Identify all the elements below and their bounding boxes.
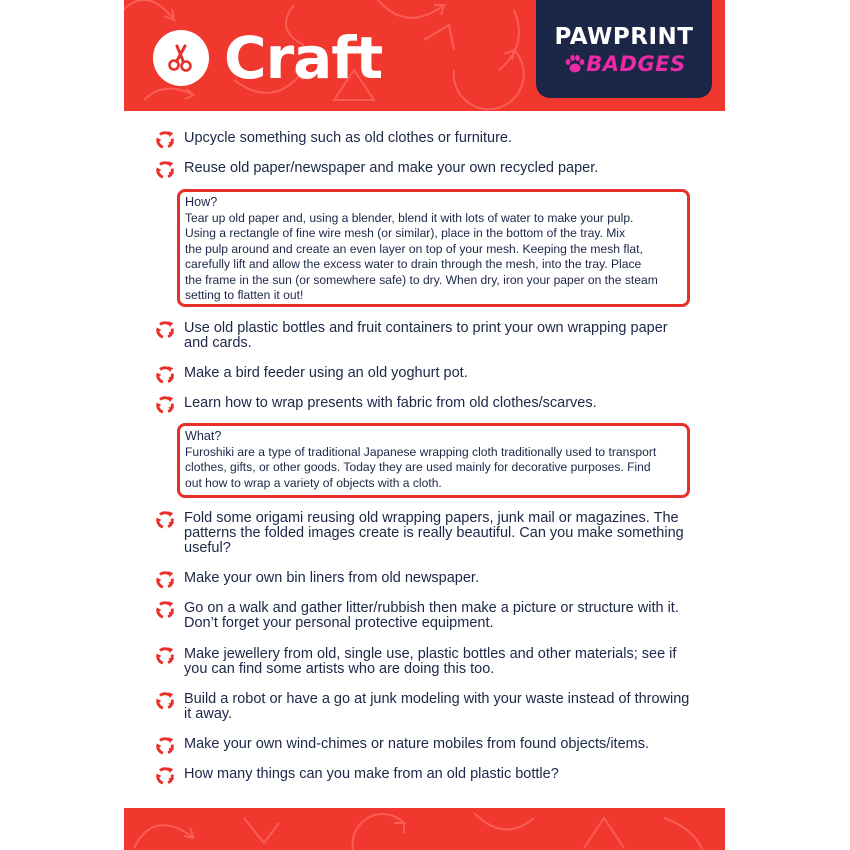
list-item — [154, 396, 694, 416]
recycle-icon — [154, 319, 176, 341]
box-line: the pulp around and create an even layer on top of your mesh. Keeping the mesh flat, — [185, 241, 643, 256]
recycle-icon — [154, 364, 176, 386]
recycle-pattern-icon — [124, 808, 725, 850]
list-item-text: Upcycle something such as old clothes or furniture. — [184, 130, 513, 146]
list-item-text: Make your own bin liners from old newspaper. — [184, 570, 479, 586]
list-item-text: Fold some origami reusing old wrapping papers, junk mail or magazines. The patterns the folded images create is really beautiful. Can you make something useful? — [184, 510, 684, 556]
box-heading: What? — [185, 429, 222, 443]
recycle-icon — [154, 394, 176, 416]
box-heading: How? — [185, 195, 218, 209]
what-info-box — [177, 423, 690, 498]
box-line: Furoshiki are a type of traditional Japanese wrapping cloth traditionally used to transport — [185, 444, 657, 459]
list-item-text: Go on a walk and gather litter/rubbish then make a picture or structure with it. Don’t forget your personal protective equipment. — [184, 600, 679, 631]
list-item-text: Make your own wind-chimes or nature mobiles from found objects/items. — [184, 736, 649, 752]
list-item — [154, 737, 694, 757]
how-info-box — [177, 189, 690, 307]
logo-line1: PAWPRINT — [554, 24, 694, 50]
box-line: out how to wrap a variety of objects with a cloth. — [185, 475, 442, 490]
list-item-text: Make jewellery from old, single use, plastic bottles and other materials; see if you can find some artists who are doing this too. — [184, 646, 677, 677]
box-line: Using a rectangle of fine wire mesh (or similar), place in the bottom of the tray. Mix — [185, 226, 626, 240]
page-title: Craft — [224, 24, 383, 92]
recycle-icon — [154, 765, 176, 787]
list-item — [154, 571, 694, 591]
recycle-icon — [154, 645, 176, 667]
recycle-icon — [154, 599, 176, 621]
footer-banner — [124, 808, 725, 850]
logo-line2-row — [552, 52, 698, 76]
list-item-text: Reuse old paper/newspaper and make your own recycled paper. — [184, 160, 599, 176]
recycle-icon — [154, 690, 176, 712]
list-item-text: Learn how to wrap presents with fabric from old clothes/scarves. — [184, 395, 597, 411]
recycle-icon — [154, 509, 176, 531]
header-banner — [124, 0, 725, 111]
list-item — [154, 692, 694, 722]
list-item — [154, 511, 694, 556]
box-line: clothes, gifts, or other goods. Today they are used mainly for decorative purposes. Find — [185, 460, 651, 474]
list-item-text: Use old plastic bottles and fruit containers to print your own wrapping paper and cards. — [184, 320, 668, 351]
box-line: the frame in the sun (or somewhere safe) to dry. When dry, iron your paper on the steam — [185, 272, 658, 287]
list-item — [154, 647, 694, 677]
box-line: setting to flatten it out! — [185, 288, 304, 302]
recycle-icon — [154, 735, 176, 757]
box-line: carefully lift and allow the excess water to drain through the mesh, into the tray. Place — [185, 257, 642, 271]
list-item — [154, 366, 694, 386]
list-item — [154, 321, 694, 351]
list-item — [154, 131, 694, 151]
scissors-icon — [153, 30, 209, 86]
page — [124, 0, 725, 850]
list-item — [154, 767, 694, 787]
list-item — [154, 601, 694, 631]
box-line: Tear up old paper and, using a blender, blend it with lots of water to make your pulp. — [185, 210, 634, 225]
recycle-icon — [154, 159, 176, 181]
paw-icon — [564, 54, 586, 74]
pawprint-badges-logo — [536, 0, 712, 98]
logo-line2: BADGES — [586, 52, 686, 76]
list-item-text: Make a bird feeder using an old yoghurt pot. — [184, 365, 468, 381]
recycle-icon — [154, 569, 176, 591]
recycle-icon — [154, 129, 176, 151]
list-item-text: How many things can you make from an old plastic bottle? — [184, 766, 559, 782]
list-item — [154, 161, 694, 181]
list-item-text: Build a robot or have a go at junk modeling with your waste instead of throwing it away. — [184, 691, 690, 722]
